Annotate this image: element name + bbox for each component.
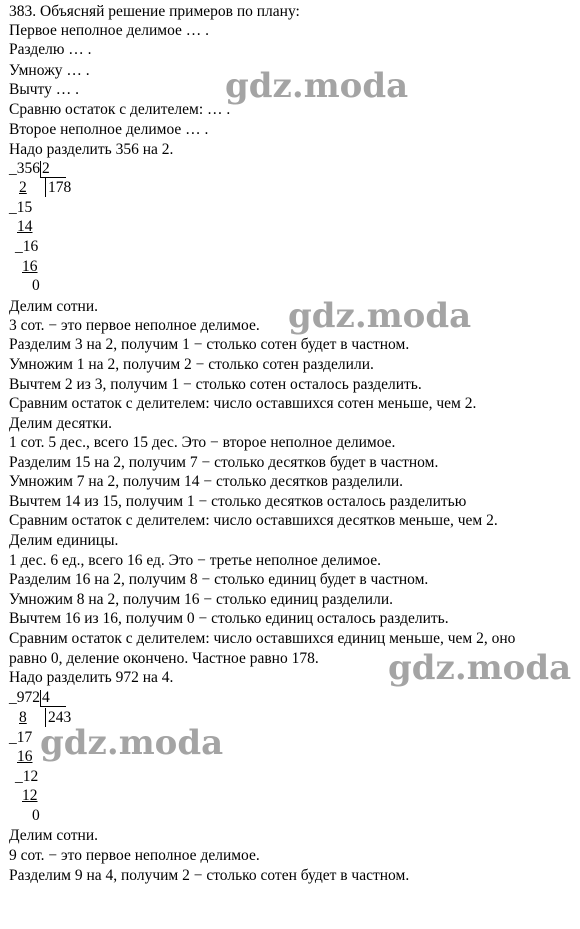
- division-quotient: 178: [45, 178, 71, 197]
- text-line: Вычтем 14 из 15, получим 1 − столько десятков осталось разделитью: [9, 493, 467, 510]
- text-line: 1 дес. 6 ед., всего 16 ед. Это − третье неполное делимое.: [9, 552, 381, 569]
- text-line: Разделим 16 на 2, получим 8 − столько единиц будет в частном.: [9, 571, 429, 588]
- division-quotient: 243: [45, 708, 71, 727]
- text-line: Делим десятки.: [9, 415, 112, 432]
- task-356: Надо разделить 356 на 2.: [9, 141, 174, 158]
- division-row-3: _15: [9, 199, 33, 216]
- text-line: равно 0, деление окончено. Частное равно 178.: [9, 650, 319, 667]
- division-row-6: 12: [22, 787, 38, 804]
- text-line: Вычтем 16 из 16, получим 0 − столько единиц осталось разделить.: [9, 610, 449, 627]
- text-line: Сравним остаток с делителем: число оставшихся единиц меньше, чем 2, оно: [9, 630, 516, 647]
- text-line: Умножим 7 на 2, получим 14 − столько десятков разделили.: [9, 473, 403, 490]
- plan-step-5: Сравню остаток с делителем: … .: [9, 101, 231, 118]
- text-line: Делим сотни.: [9, 827, 99, 844]
- plan-step-3: Умножу … .: [9, 62, 90, 79]
- division-row-subtrahend: 2: [19, 179, 27, 196]
- plan-step-4: Вычту … .: [9, 81, 79, 98]
- division-row-subtrahend: 8: [19, 709, 27, 726]
- text-line: Делим единицы.: [9, 532, 119, 549]
- division-row-7: 0: [32, 277, 40, 294]
- watermark: gdz.moda: [288, 296, 472, 336]
- text-line: Вычтем 2 из 3, получим 1 − столько сотен осталось разделить.: [9, 376, 422, 393]
- division-row-3: _17: [9, 729, 33, 746]
- division-row-5: _12: [15, 768, 39, 785]
- division-row-4: 16: [17, 748, 33, 765]
- text-line: Сравним остаток с делителем: число оставшихся сотен меньше, чем 2.: [9, 395, 477, 412]
- division-row-5: _16: [15, 238, 39, 255]
- watermark: gdz.moda: [225, 66, 409, 106]
- plan-step-6: Второе неполное делимое … .: [9, 121, 209, 138]
- text-line: Делим сотни.: [9, 298, 99, 315]
- text-line: Разделим 9 на 4, получим 2 − столько сотен будет в частном.: [9, 867, 410, 884]
- text-line: Умножим 8 на 2, получим 16 − столько единиц разделили.: [9, 591, 393, 608]
- text-line: Сравним остаток с делителем: число оставшихся десятков меньше, чем 2.: [9, 512, 498, 529]
- watermark: gdz.moda: [40, 723, 224, 763]
- task-972: Надо разделить 972 на 4.: [9, 669, 174, 686]
- division-row-6: 16: [22, 258, 38, 275]
- division-row-dividend: _356 2: [9, 159, 66, 178]
- text-line: Разделим 3 на 2, получим 1 − столько сотен будет в частном.: [9, 336, 410, 353]
- division-row-7: 0: [32, 807, 40, 824]
- task-title: 383. Объясняй решение примеров по плану:: [9, 3, 300, 20]
- text-line: Умножим 1 на 2, получим 2 − столько сотен разделили.: [9, 356, 374, 373]
- text-line: 9 сот. − это первое неполное делимое.: [9, 847, 260, 864]
- text-line: 1 сот. 5 дес., всего 15 дес. Это − второе неполное делимое.: [9, 434, 396, 451]
- watermark: gdz.moda: [388, 648, 572, 688]
- text-line: 3 сот. − это первое неполное делимое.: [9, 317, 260, 334]
- division-row-dividend: _972 4: [9, 688, 66, 707]
- division-row-4: 14: [17, 218, 33, 235]
- text-line: Разделим 15 на 2, получим 7 − столько десятков будет в частном.: [9, 454, 439, 471]
- plan-step-2: Разделю … .: [9, 41, 92, 58]
- plan-step-1: Первое неполное делимое … .: [9, 22, 210, 39]
